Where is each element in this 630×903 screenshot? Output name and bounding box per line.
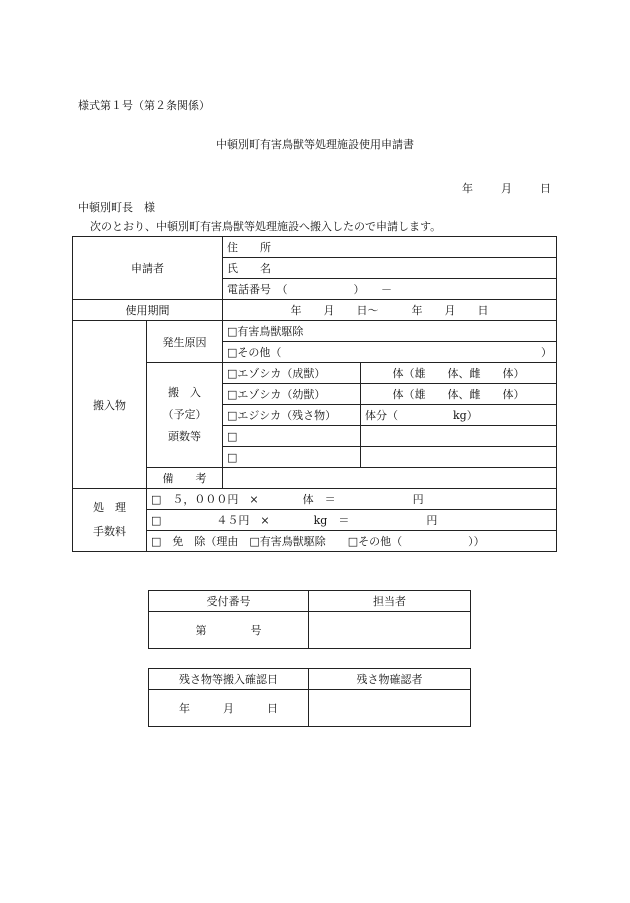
fee-per-head[interactable]: □ ５，０００円 × 体 ＝ 円 <box>147 489 557 510</box>
fee-exemption[interactable]: □ 免 除（理由 □有害鳥獣駆除 □その他（ ）） <box>147 531 557 552</box>
date-day: 日 <box>540 182 551 195</box>
remarks-field[interactable] <box>223 468 557 489</box>
item-deer-residue[interactable]: □エジシカ（残さ物） <box>223 405 361 426</box>
cause-other-close: ） <box>541 346 552 359</box>
count-label <box>147 363 223 468</box>
remarks-label: 備 考 <box>147 468 223 489</box>
date-year: 年 <box>462 182 473 195</box>
cause-label: 発生原因 <box>147 321 223 363</box>
staff-label: 担当者 <box>309 591 471 612</box>
count-label-line2: （予定） <box>162 408 207 421</box>
fee-per-kg[interactable]: □ ４５円 × kg ＝ 円 <box>147 510 557 531</box>
item-blank-2[interactable]: □ <box>223 447 361 468</box>
period-field[interactable]: 年 月 日～ 年 月 日 <box>223 300 557 321</box>
item-deer-young[interactable]: □エゾシカ（幼獣） <box>223 384 361 405</box>
reception-table <box>148 590 471 649</box>
staff-field[interactable] <box>309 612 471 649</box>
fee-label-line2: 手数料 <box>93 525 126 538</box>
cause-option-pest-control[interactable]: □有害鳥獣駆除 <box>223 321 557 342</box>
application-form-table <box>72 236 557 552</box>
confirm-date-label: 残さ物等搬入確認日 <box>149 669 309 690</box>
count-label-line3: 頭数等 <box>168 430 201 443</box>
fee-label <box>73 489 147 552</box>
date-month: 月 <box>501 182 512 195</box>
document-title: 中頓別町有害鳥獣等処理施設使用申請書 <box>216 138 414 151</box>
confirmation-table <box>148 668 471 727</box>
count-blank-1[interactable] <box>361 426 557 447</box>
confirm-date-field[interactable]: 年 月 日 <box>149 690 309 727</box>
period-label: 使用期間 <box>73 300 223 321</box>
reception-number-field[interactable]: 第 号 <box>149 612 309 649</box>
applicant-label: 申請者 <box>73 237 223 300</box>
count-deer-residue[interactable]: 体分（ kg） <box>361 405 557 426</box>
count-deer-young[interactable]: 体（雄 体、雌 体） <box>361 384 557 405</box>
phone-field[interactable]: 電話番号 （ ） － <box>223 279 557 300</box>
name-field[interactable]: 氏 名 <box>223 258 557 279</box>
reception-number-label: 受付番号 <box>149 591 309 612</box>
item-blank-1[interactable]: □ <box>223 426 361 447</box>
items-label: 搬入物 <box>73 321 147 489</box>
count-deer-adult[interactable]: 体（雄 体、雌 体） <box>361 363 557 384</box>
addressee: 中頓別町長 様 <box>78 201 155 214</box>
item-deer-adult[interactable]: □エゾシカ（成獣） <box>223 363 361 384</box>
cause-option-other[interactable] <box>223 342 557 363</box>
count-blank-2[interactable] <box>361 447 557 468</box>
count-label-line1: 搬 入 <box>168 386 201 399</box>
intro-text: 次のとおり、中頓別町有害鳥獣等処理施設へ搬入したので申請します。 <box>90 220 442 233</box>
cause-other-label: □その他（ <box>227 346 282 359</box>
fee-label-line1: 処 理 <box>93 501 126 514</box>
form-number: 様式第１号（第２条関係） <box>78 99 210 112</box>
checker-label: 残さ物確認者 <box>309 669 471 690</box>
checker-field[interactable] <box>309 690 471 727</box>
address-field[interactable]: 住 所 <box>223 237 557 258</box>
